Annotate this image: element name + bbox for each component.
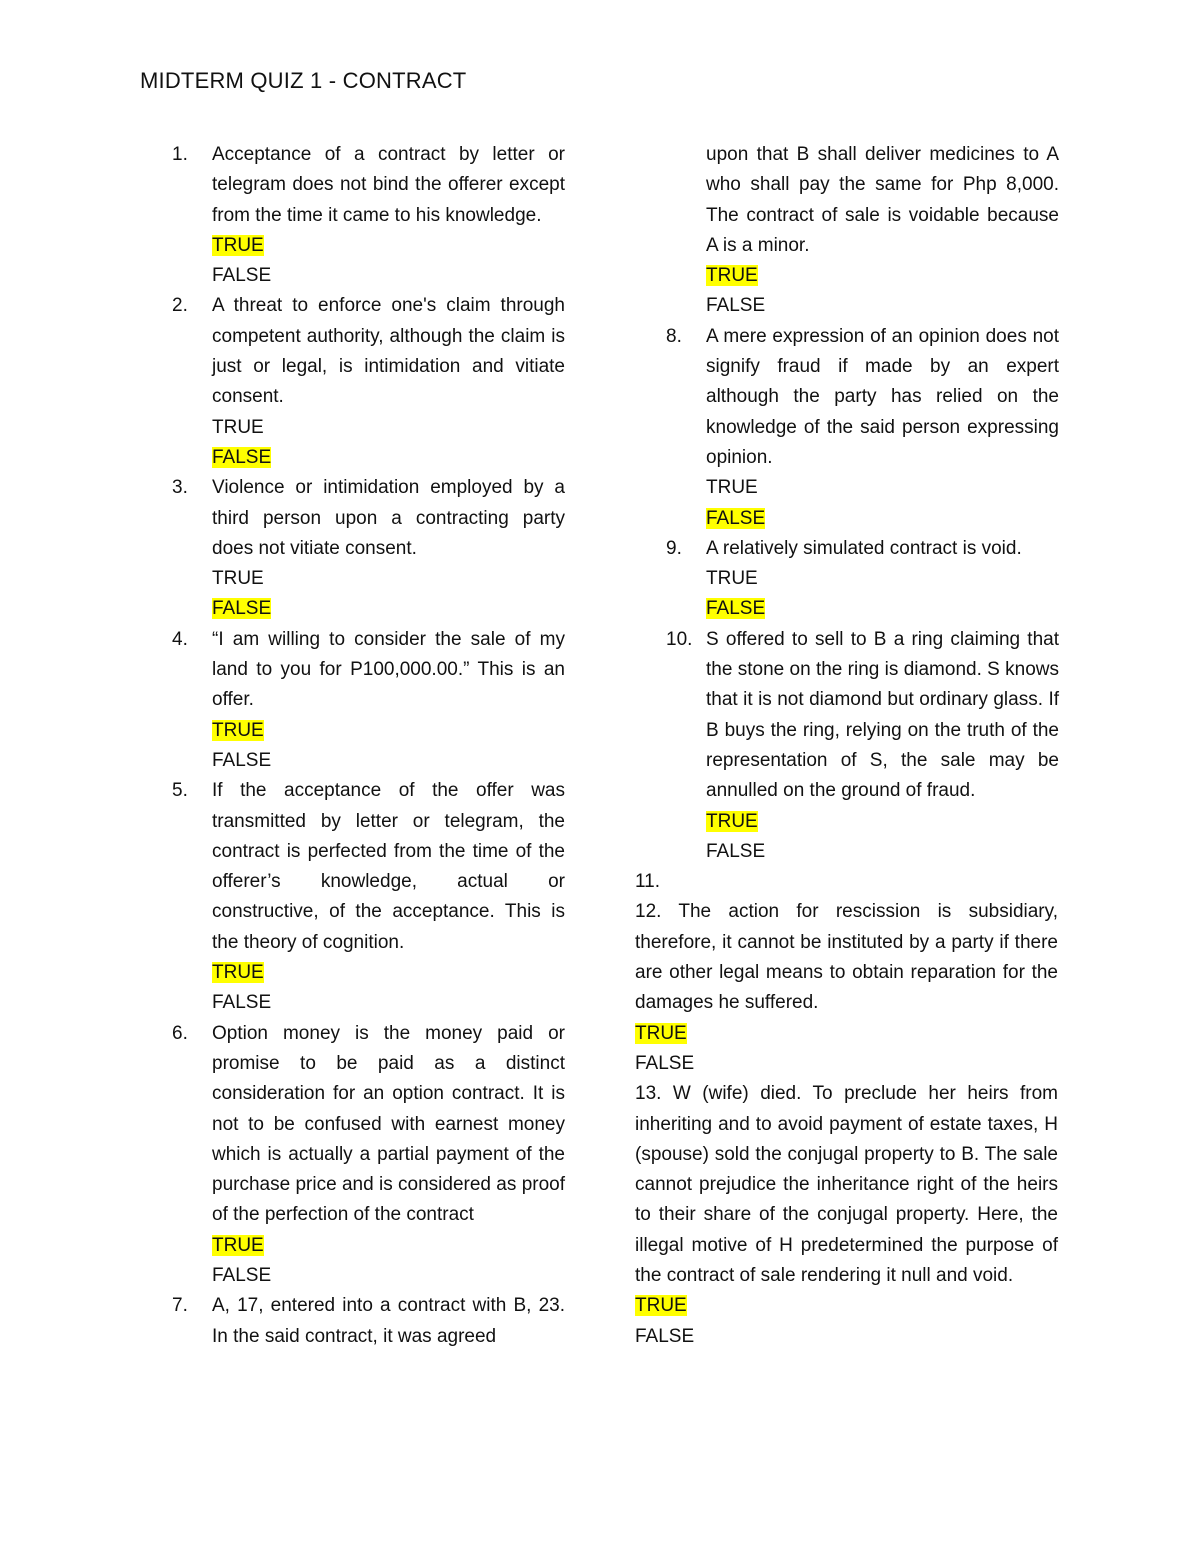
- question-text: Violence or intimidation employed by a third person upon a contracting party does not vitiate consent.: [212, 477, 565, 559]
- option-true: TRUE: [212, 719, 264, 741]
- question-11: 11.: [635, 871, 661, 893]
- option-false: FALSE: [706, 507, 766, 529]
- question-3: [0, 473, 600, 624]
- question-number: 3.: [172, 477, 188, 499]
- question-number: 2.: [172, 295, 188, 317]
- question-text: upon that B shall deliver medicines to A who shall pay the same for Php 8,000. The contract of sale is voidable because A is a minor.: [706, 144, 1059, 256]
- option-false: FALSE: [212, 1264, 272, 1286]
- question-number: 7.: [172, 1295, 188, 1317]
- option-true: TRUE: [212, 234, 264, 256]
- page-title: MIDTERM QUIZ 1 - CONTRACT: [140, 68, 467, 93]
- question-4: [0, 625, 600, 776]
- option-false: FALSE: [635, 1052, 695, 1074]
- question-number: 9.: [666, 537, 682, 559]
- option-false: FALSE: [706, 840, 766, 862]
- option-true: TRUE: [706, 568, 758, 590]
- option-true: TRUE: [212, 416, 264, 438]
- option-true: TRUE: [635, 1295, 687, 1317]
- option-false: FALSE: [635, 1325, 695, 1347]
- option-true: TRUE: [212, 962, 264, 984]
- question-text: Option money is the money paid or promise to be paid as a distinct consideration for an option contract. It is not to be confused with earnest money which is actually a partial payment of the purchase price and is considered as proof of the perfection of the contract: [212, 1022, 565, 1226]
- question-text: “I am willing to consider the sale of my land to you for P100,000.00.” This is an offer.: [212, 628, 565, 711]
- question-number: 1.: [172, 144, 188, 165]
- option-false: FALSE: [212, 598, 272, 620]
- question-9: [600, 534, 1200, 625]
- question-text: 13. W (wife) died. To preclude her heirs from inheriting and to avoid payment of estate taxes, H (spouse) sold the conjugal property to B. The sale cannot prejudice the inheritance right of the heirs to their share of the conjugal property. Here, the illegal motive of H predetermined the purpose of the contract of sale rendering it null and void.: [635, 1083, 1058, 1286]
- option-true: TRUE: [212, 1234, 264, 1256]
- option-false: FALSE: [212, 265, 272, 287]
- question-number: 10.: [666, 628, 693, 650]
- left-column: [0, 140, 600, 1352]
- question-10: [600, 625, 1200, 867]
- option-false: FALSE: [212, 446, 272, 468]
- question-6: [0, 1019, 600, 1292]
- question-12: [600, 897, 1200, 1079]
- right-column: [600, 140, 1200, 1352]
- question-text: If the acceptance of the offer was transmitted by letter or telegram, the contract is perfected from the time of the offerer’s knowledge, actual or constructive, of the acceptance. This is the theory of cognition.: [212, 780, 565, 953]
- question-text: A relatively simulated contract is void.: [706, 537, 1022, 559]
- question-2: [0, 291, 600, 473]
- question-8: [600, 322, 1200, 534]
- question-text: A threat to enforce one's claim through competent authority, although the claim is just or legal, is intimidation and vitiate consent.: [212, 295, 565, 408]
- question-number: 4.: [172, 628, 188, 650]
- question-text: Acceptance of a contract by letter or telegram does not bind the offerer except from the time it came to his knowledge.: [212, 144, 565, 226]
- question-13: [600, 1079, 1200, 1352]
- question-text: 12. The action for rescission is subsidiary, therefore, it cannot be instituted by a party if there are other legal means to obtain reparation for the damages he suffered.: [635, 901, 1058, 1014]
- question-7-continued: [600, 140, 1200, 322]
- question-7: [0, 1291, 600, 1352]
- option-true: TRUE: [212, 568, 264, 590]
- option-false: FALSE: [706, 598, 766, 620]
- option-true: TRUE: [706, 477, 758, 499]
- question-number: 5.: [172, 780, 188, 802]
- question-text: A mere expression of an opinion does not signify fraud if made by an expert although the party has relied on the knowledge of the said person expressing opinion.: [706, 325, 1059, 468]
- question-number: 8.: [666, 325, 682, 347]
- option-true: TRUE: [706, 265, 758, 287]
- option-false: FALSE: [212, 749, 272, 771]
- question-text: S offered to sell to B a ring claiming that the stone on the ring is diamond. S knows that it is not diamond but ordinary glass. If B buys the ring, relying on the truth of the representation of S, the sale may be annulled on the ground of fraud.: [706, 628, 1059, 802]
- option-false: FALSE: [212, 992, 272, 1014]
- question-5: [0, 776, 600, 1018]
- option-true: TRUE: [635, 1022, 687, 1044]
- question-number: 6.: [172, 1022, 188, 1044]
- question-text: A, 17, entered into a contract with B, 23. In the said contract, it was agreed: [212, 1295, 565, 1347]
- option-false: FALSE: [706, 295, 766, 317]
- option-true: TRUE: [706, 810, 758, 832]
- question-1: [0, 140, 600, 291]
